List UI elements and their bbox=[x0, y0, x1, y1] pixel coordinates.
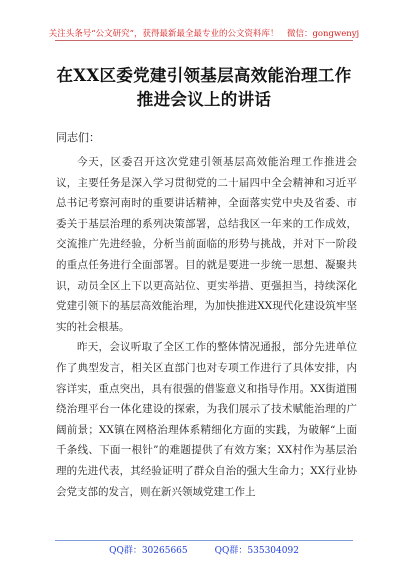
body-paragraph-2: 昨天，会议听取了全区工作的整体情况通报，部分先进单位作了典型发言，相关区直部门也对专项工作进行了具体安排，内容详实，重点突出，具有很强的借鉴意义和指导作用。XX街道围绕治理平台一体化建设的探索，为我们展示了技术赋能治理的广阔前景；XX镇在网格治理体系精细化方面的实践，为破解“上面千条线、下面一根针”的难题提供了有效方案；XX村作为基层治理的先进代表，其经验证明了群众自治的强大生命力；XX行业协会党支部的发言，则在新兴领域党建工作上 bbox=[56, 341, 357, 498]
footer-divider bbox=[55, 540, 353, 541]
header-promo-text: 关注头条号“公文研究”，获得最新最全最专业的公文资料库！ 微信：gongwenyj bbox=[48, 29, 360, 39]
footer-qq-groups: QQ群：30265665 QQ群：535304092 bbox=[109, 546, 299, 556]
document-body bbox=[56, 152, 357, 502]
document-title-line-1: 在XX区委党建引领基层高效能治理工作 bbox=[56, 66, 352, 85]
body-paragraph-1: 今天，区委召开这次党建引领基层高效能治理工作推进会议，主要任务是深入学习贯彻党的二十届四中全会精神和习近平总书记考察河南时的重要讲话精神，全面落实党中央及省委、市委关于基层治理的系列决策部署，总结我区一年来的工作成效，交流推广先进经验，分析当前面临的形势与挑战，并对下一阶段的重点任务进行全面部署。目的就是要进一步统一思想、凝聚共识，动员全区上下以更高站位、更实举措、更强担当，持续深化党建引领下的基层高效能治理，为加快推进XX现代化建设筑牢坚实的社会根基。 bbox=[56, 156, 357, 333]
header-divider bbox=[55, 40, 353, 41]
salutation: 同志们： bbox=[56, 131, 100, 144]
document-title-line-2: 推进会议上的讲话 bbox=[136, 90, 272, 109]
